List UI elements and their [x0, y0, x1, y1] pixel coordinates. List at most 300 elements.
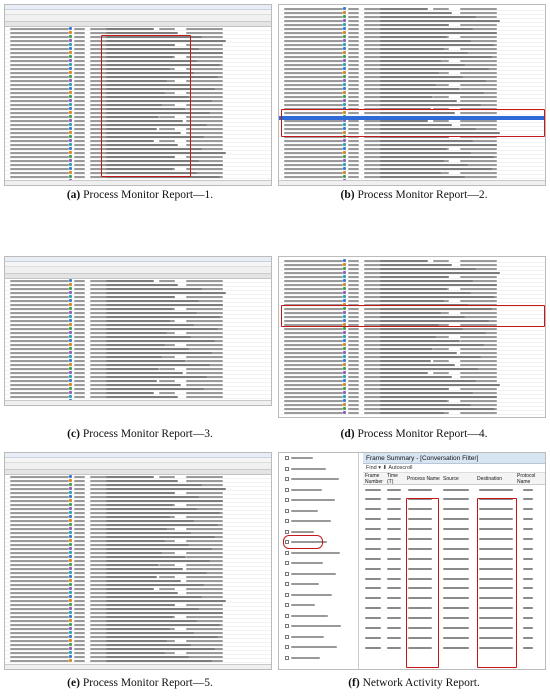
cell-text	[74, 556, 85, 558]
cell-text	[74, 292, 85, 294]
path-text	[380, 80, 486, 82]
cell-text	[443, 617, 469, 619]
cell-text	[186, 564, 223, 566]
path-text	[106, 396, 178, 398]
operation-icon	[69, 367, 72, 370]
cell-text	[186, 392, 223, 394]
cell-text	[10, 60, 69, 62]
cell-text	[387, 538, 401, 540]
checkbox-icon[interactable]	[285, 477, 289, 481]
cell-text	[10, 168, 69, 170]
cell-text	[10, 280, 69, 282]
cell-text	[348, 144, 359, 146]
operation-icon	[343, 335, 346, 338]
cell-text	[74, 176, 85, 178]
cell-text	[10, 484, 69, 486]
cell-text	[284, 372, 343, 374]
highlight-box	[281, 109, 545, 137]
path-text	[380, 328, 462, 330]
cell-text	[443, 597, 469, 599]
cell-text	[460, 36, 497, 38]
operation-icon	[343, 411, 346, 414]
path-text	[106, 608, 199, 610]
cell-text	[10, 560, 69, 562]
cell-text	[348, 32, 359, 34]
checkbox-icon[interactable]	[285, 614, 289, 618]
operation-icon	[69, 631, 72, 634]
cell-text	[348, 276, 359, 278]
cell-text	[74, 128, 85, 130]
cell-text	[74, 316, 85, 318]
cell-text	[443, 518, 469, 520]
cell-text	[74, 100, 85, 102]
frame-row[interactable]	[363, 574, 545, 584]
cell-text	[348, 20, 359, 22]
cell-text	[523, 617, 533, 619]
path-text	[380, 280, 473, 282]
path-text	[380, 372, 428, 374]
cell-text	[186, 348, 223, 350]
cell-text	[284, 92, 343, 94]
path-text	[380, 40, 470, 42]
checkbox-icon[interactable]	[285, 551, 289, 555]
path-text	[106, 348, 188, 350]
cell-text	[10, 308, 69, 310]
operation-icon	[343, 51, 346, 54]
cell-text	[523, 548, 533, 550]
cell-text	[348, 76, 359, 78]
cell-text	[10, 72, 69, 74]
path-text	[106, 572, 207, 574]
cell-text	[433, 96, 449, 98]
cell-text	[284, 404, 343, 406]
cell-text	[523, 489, 533, 491]
path-text	[106, 544, 188, 546]
operation-icon	[69, 335, 72, 338]
cell-text	[186, 380, 223, 382]
highlight-box	[281, 305, 545, 327]
path-text	[106, 500, 223, 502]
cell-text	[74, 636, 85, 638]
tree-item[interactable]	[279, 474, 358, 485]
cell-text	[74, 72, 85, 74]
path-text	[380, 72, 439, 74]
cell-text	[443, 548, 469, 550]
operation-icon	[343, 59, 346, 62]
cell-text	[74, 496, 85, 498]
checkbox-icon[interactable]	[285, 509, 289, 513]
tree-item[interactable]	[279, 548, 358, 559]
cell-text	[186, 368, 223, 370]
checkbox-icon[interactable]	[285, 519, 289, 523]
operation-icon	[69, 287, 72, 290]
cell-text	[186, 320, 223, 322]
path-text	[106, 480, 178, 482]
tree-item[interactable]	[279, 464, 358, 475]
checkbox-icon[interactable]	[285, 582, 289, 586]
tree-item[interactable]	[279, 495, 358, 506]
cell-text	[10, 552, 69, 554]
cell-text	[387, 568, 401, 570]
cell-text	[523, 558, 533, 560]
operation-icon	[69, 115, 72, 118]
path-text	[106, 336, 191, 338]
cell-text	[284, 344, 343, 346]
cell-text	[284, 36, 343, 38]
operation-icon	[69, 511, 72, 514]
caption-f: (f) Network Activity Report.	[348, 677, 480, 689]
path-text	[106, 648, 215, 650]
frame-row[interactable]	[363, 485, 545, 495]
cell-text	[186, 540, 223, 542]
cell-text	[348, 396, 359, 398]
operation-icon	[69, 51, 72, 54]
cell-text	[186, 108, 223, 110]
path-text	[106, 320, 170, 322]
operation-icon	[69, 567, 72, 570]
tree-item-label	[291, 531, 314, 533]
cell-text	[365, 498, 381, 500]
tree-item[interactable]	[279, 600, 358, 611]
frame-summary-toolbar[interactable]: Find ▾ ⬇ Autoscroll	[363, 464, 545, 473]
cell-text	[348, 348, 359, 350]
operation-icon	[343, 291, 346, 294]
cell-text	[186, 544, 223, 546]
cell-text	[10, 320, 69, 322]
cell-text	[10, 156, 69, 158]
cell-text	[10, 488, 69, 490]
operation-icon	[69, 387, 72, 390]
operation-icon	[69, 543, 72, 546]
cell-text	[348, 284, 359, 286]
path-text	[380, 36, 447, 38]
tree-item[interactable]	[279, 453, 358, 464]
path-text	[380, 160, 444, 162]
col-protocol[interactable]: Protocol Name	[517, 472, 536, 485]
checkbox-icon[interactable]	[285, 645, 289, 649]
operation-icon	[69, 571, 72, 574]
cell-text	[365, 558, 381, 560]
cell-text	[348, 344, 359, 346]
path-text	[106, 656, 188, 658]
operation-icon	[343, 359, 346, 362]
screenshot-c	[4, 256, 272, 406]
cell-text	[10, 368, 69, 370]
checkbox-icon[interactable]	[285, 593, 289, 597]
path-text	[106, 576, 157, 578]
cell-text	[523, 498, 533, 500]
frame-row[interactable]	[363, 643, 545, 653]
path-text	[106, 624, 220, 626]
cell-text	[284, 268, 343, 270]
path-text	[106, 380, 157, 382]
path-text	[380, 156, 494, 158]
frame-row[interactable]	[363, 554, 545, 564]
operation-icon	[69, 123, 72, 126]
frame-row[interactable]	[363, 614, 545, 624]
operation-icon	[343, 299, 346, 302]
path-text	[380, 340, 460, 342]
checkbox-icon[interactable]	[285, 456, 289, 460]
operation-icon	[69, 27, 72, 30]
cell-text	[10, 636, 69, 638]
frame-row[interactable]	[363, 564, 545, 574]
frame-row[interactable]	[363, 544, 545, 554]
cell-text	[284, 412, 343, 414]
cell-text	[10, 324, 69, 326]
tree-item[interactable]	[279, 558, 358, 569]
cell-text	[284, 20, 343, 22]
cell-text	[365, 607, 381, 609]
checkbox-icon[interactable]	[285, 635, 289, 639]
operation-icon	[69, 595, 72, 598]
operation-icon	[69, 79, 72, 82]
cell-text	[523, 637, 533, 639]
cell-text	[10, 316, 69, 318]
cell-text	[10, 292, 69, 294]
operation-icon	[343, 367, 346, 370]
cell-text	[10, 352, 69, 354]
cell-text	[186, 168, 223, 170]
cell-text	[74, 120, 85, 122]
operation-icon	[343, 343, 346, 346]
operation-icon	[69, 531, 72, 534]
cell-text	[159, 392, 175, 394]
tree-item[interactable]	[279, 590, 358, 601]
cell-text	[284, 84, 343, 86]
cell-text	[159, 280, 175, 282]
cell-text	[74, 104, 85, 106]
cell-text	[10, 172, 69, 174]
cell-text	[460, 172, 497, 174]
path-text	[380, 84, 436, 86]
operation-icon	[343, 399, 346, 402]
cell-text	[387, 548, 401, 550]
operation-icon	[69, 479, 72, 482]
status-bar	[5, 664, 271, 669]
cell-text	[10, 56, 69, 58]
cell-text	[10, 652, 69, 654]
path-text	[106, 652, 165, 654]
cell-text	[365, 637, 381, 639]
cell-text	[284, 56, 343, 58]
frame-row[interactable]	[363, 623, 545, 633]
cell-text	[284, 276, 343, 278]
cell-text	[10, 548, 69, 550]
tree-item[interactable]	[279, 506, 358, 517]
cell-text	[284, 144, 343, 146]
cell-text	[186, 336, 223, 338]
path-text	[380, 284, 497, 286]
frame-row[interactable]	[363, 515, 545, 525]
operation-icon	[343, 95, 346, 98]
cell-text	[74, 364, 85, 366]
path-text	[106, 344, 165, 346]
cell-text	[159, 28, 175, 30]
cell-text	[10, 516, 69, 518]
cell-text	[348, 280, 359, 282]
cell-text	[443, 498, 469, 500]
col-process-name[interactable]: Process Name	[407, 475, 440, 482]
cell-text	[186, 616, 223, 618]
operation-icon	[69, 135, 72, 138]
cell-text	[284, 368, 343, 370]
operation-icon	[343, 159, 346, 162]
checkbox-icon[interactable]	[285, 656, 289, 660]
operation-icon	[69, 639, 72, 642]
operation-icon	[69, 475, 72, 478]
frame-row[interactable]	[363, 594, 545, 604]
cell-text	[159, 476, 175, 478]
cell-text	[460, 84, 497, 86]
cell-text	[348, 16, 359, 18]
cell-text	[460, 300, 497, 302]
caption-a: (a) Process Monitor Report—1.	[66, 189, 214, 201]
cell-text	[460, 336, 497, 338]
tree-item[interactable]	[279, 642, 358, 653]
path-text	[380, 276, 449, 278]
cell-text	[74, 352, 85, 354]
col-source[interactable]: Source	[443, 475, 459, 482]
tree-item[interactable]	[279, 632, 358, 643]
cell-text	[523, 538, 533, 540]
cell-text	[284, 348, 343, 350]
checkbox-icon[interactable]	[285, 467, 289, 471]
operation-icon	[69, 131, 72, 134]
path-text	[380, 28, 473, 30]
cell-text	[10, 92, 69, 94]
cell-text	[74, 92, 85, 94]
cell-text	[10, 536, 69, 538]
path-text	[380, 384, 500, 386]
cell-text	[74, 392, 85, 394]
cell-text	[460, 364, 497, 366]
frame-row[interactable]	[363, 495, 545, 505]
tree-item-label	[291, 499, 335, 501]
tree-item[interactable]	[279, 621, 358, 632]
path-text	[106, 28, 154, 30]
cell-text	[186, 492, 223, 494]
cell-text	[74, 612, 85, 614]
path-text	[106, 284, 178, 286]
operation-icon	[69, 395, 72, 398]
operation-icon	[69, 327, 72, 330]
operation-icon	[343, 395, 346, 398]
tree-item-label	[291, 646, 337, 648]
operation-icon	[343, 71, 346, 74]
operation-icon	[69, 307, 72, 310]
path-text	[106, 536, 215, 538]
cell-text	[74, 140, 85, 142]
checkbox-icon[interactable]	[285, 624, 289, 628]
path-text	[106, 512, 220, 514]
checkbox-icon[interactable]	[285, 603, 289, 607]
path-text	[380, 56, 492, 58]
cell-text	[186, 552, 223, 554]
col-destination[interactable]: Destination	[477, 475, 503, 482]
cell-text	[74, 144, 85, 146]
frame-row[interactable]	[363, 525, 545, 535]
cell-text	[10, 284, 69, 286]
cell-text	[10, 512, 69, 514]
cell-text	[10, 144, 69, 146]
checkbox-icon[interactable]	[285, 572, 289, 576]
cell-text	[348, 36, 359, 38]
event-list	[5, 279, 271, 400]
operation-icon	[69, 499, 72, 502]
frame-row[interactable]	[363, 604, 545, 614]
frame-row[interactable]	[363, 584, 545, 594]
cell-text	[74, 336, 85, 338]
cell-text	[387, 627, 401, 629]
cell-text	[348, 352, 359, 354]
tree-item-label	[291, 625, 341, 627]
checkbox-icon[interactable]	[285, 561, 289, 565]
path-text	[380, 412, 444, 414]
tree-item-label	[291, 489, 322, 491]
tree-item[interactable]	[279, 579, 358, 590]
frame-row[interactable]	[363, 534, 545, 544]
cell-text	[10, 380, 69, 382]
cell-text	[74, 568, 85, 570]
cell-text	[284, 12, 343, 14]
tree-item[interactable]	[279, 485, 358, 496]
tree-item[interactable]	[279, 516, 358, 527]
path-text	[380, 100, 457, 102]
operation-icon	[69, 35, 72, 38]
cell-text	[348, 368, 359, 370]
cell-text	[284, 288, 343, 290]
col-time[interactable]: Time (T)	[387, 472, 398, 485]
cell-text	[10, 100, 69, 102]
checkbox-icon[interactable]	[285, 488, 289, 492]
cell-text	[10, 532, 69, 534]
cell-text	[10, 608, 69, 610]
event-row[interactable]	[279, 411, 545, 415]
operation-icon	[69, 555, 72, 558]
cell-text	[443, 489, 469, 491]
event-row[interactable]	[5, 659, 271, 663]
tree-item-label	[291, 510, 318, 512]
cell-text	[74, 124, 85, 126]
cell-text	[460, 48, 497, 50]
tree-item[interactable]	[279, 611, 358, 622]
cell-text	[74, 388, 85, 390]
cell-text	[74, 620, 85, 622]
cell-text	[74, 320, 85, 322]
cell-text	[284, 80, 343, 82]
cell-text	[186, 92, 223, 94]
path-text	[380, 400, 447, 402]
path-text	[380, 96, 433, 98]
frame-row[interactable]	[363, 633, 545, 643]
tree-item[interactable]	[279, 653, 358, 664]
frame-row[interactable]	[363, 505, 545, 515]
screenshot-b	[278, 4, 546, 186]
checkbox-icon[interactable]	[285, 530, 289, 534]
cell-text	[10, 388, 69, 390]
cell-text	[523, 607, 533, 609]
cell-text	[348, 152, 359, 154]
toolbar	[5, 15, 271, 22]
tree-item[interactable]	[279, 569, 358, 580]
col-frame-number[interactable]: Frame Number	[365, 472, 383, 485]
operation-icon	[343, 151, 346, 154]
operation-icon	[343, 407, 346, 410]
checkbox-icon[interactable]	[285, 498, 289, 502]
path-text	[380, 152, 470, 154]
path-text	[380, 288, 447, 290]
